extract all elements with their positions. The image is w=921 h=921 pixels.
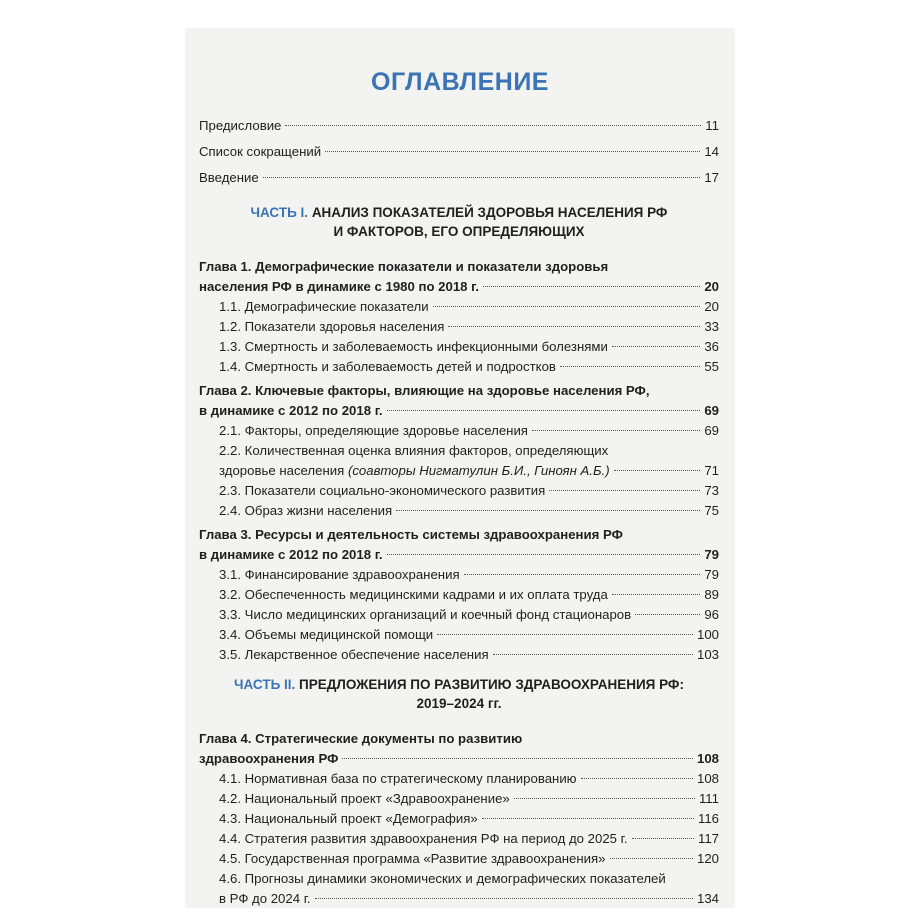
- chapter-1-title-line: Глава 1. Демографические показатели и показатели здоровья: [199, 259, 609, 274]
- dot-leader: [612, 594, 701, 595]
- part-title-line: ПРЕДЛОЖЕНИЯ ПО РАЗВИТИЮ ЗДРАВООХРАНЕНИЯ РФ:: [299, 677, 684, 692]
- entry-page: 111: [698, 791, 719, 806]
- dot-leader: [285, 125, 701, 126]
- toc-entry-4-6[interactable]: [199, 889, 719, 908]
- entry-label: 3.2. Обеспеченность медицинскими кадрами и их оплата труда: [219, 587, 608, 602]
- toc-entry-chapter-1[interactable]: [199, 277, 719, 297]
- section-2-2-title-line: 2.2. Количественная оценка влияния факторов, определяющих: [219, 443, 609, 458]
- page-title: ОГЛАВЛЕНИЕ: [371, 68, 549, 96]
- part-2-heading: [199, 675, 719, 713]
- section-4-6-title-line: 4.6. Прогнозы динамики экономических и демографических показателей: [219, 871, 666, 886]
- toc-entry-4-3[interactable]: [199, 809, 719, 829]
- entry-label: 3.5. Лекарственное обеспечение населения: [219, 647, 489, 662]
- entry-page: 17: [704, 170, 719, 185]
- entry-page: 69: [704, 403, 719, 418]
- toc-entry-preface[interactable]: [199, 113, 719, 139]
- dot-leader: [581, 778, 693, 779]
- entry-page: 69: [704, 423, 719, 438]
- entry-page: 120: [696, 851, 719, 866]
- chapter-4-title-line: Глава 4. Стратегические документы по развитию: [199, 731, 523, 746]
- entry-page: 55: [704, 359, 719, 374]
- table-of-contents: [199, 113, 719, 908]
- entry-label: Введение: [199, 170, 259, 185]
- entry-label: 4.2. Национальный проект «Здравоохранение»: [219, 791, 510, 806]
- entry-page: 73: [704, 483, 719, 498]
- entry-label: 4.4. Стратегия развития здравоохранения РФ на период до 2025 г.: [219, 831, 628, 846]
- entry-page: 20: [704, 279, 719, 294]
- dot-leader: [464, 574, 701, 575]
- chapter-2-title-line: Глава 2. Ключевые факторы, влияющие на здоровье населения РФ,: [199, 383, 650, 398]
- entry-label: 3.3. Число медицинских организаций и коечный фонд стационаров: [219, 607, 632, 622]
- toc-entry-2-2[interactable]: [199, 461, 719, 481]
- entry-label: 1.3. Смертность и заболеваемость инфекционными болезнями: [219, 339, 608, 354]
- entry-page: 71: [704, 463, 719, 478]
- dot-leader: [342, 758, 693, 759]
- entry-page: 117: [697, 831, 719, 846]
- entry-label: здравоохранения РФ: [199, 751, 339, 766]
- entry-label: Список сокращений: [199, 144, 322, 159]
- entry-page: 96: [704, 607, 719, 622]
- toc-entry-chapter-2[interactable]: [199, 401, 719, 421]
- dot-leader: [549, 490, 700, 491]
- dot-leader: [532, 430, 700, 431]
- entry-label: 2.4. Образ жизни населения: [219, 503, 393, 518]
- toc-entry-abbreviations[interactable]: [199, 139, 719, 165]
- dot-leader: [612, 346, 701, 347]
- entry-label: 1.4. Смертность и заболеваемость детей и подростков: [219, 359, 556, 374]
- dot-leader: [315, 898, 693, 899]
- dot-leader: [632, 838, 694, 839]
- toc-entry-introduction[interactable]: [199, 165, 719, 191]
- part-1-heading: [199, 203, 719, 241]
- entry-page: 79: [704, 567, 719, 582]
- entry-label: 3.1. Финансирование здравоохранения: [219, 567, 460, 582]
- entry-label-group: [219, 461, 610, 481]
- dot-leader: [482, 818, 694, 819]
- entry-page: 108: [696, 751, 719, 766]
- entry-label: в РФ до 2024 г.: [219, 891, 311, 906]
- entry-page: 14: [704, 144, 719, 159]
- toc-entry-chapter-4[interactable]: [199, 749, 719, 769]
- dot-leader: [387, 554, 701, 555]
- entry-page: 103: [696, 647, 719, 662]
- entry-label: 4.1. Нормативная база по стратегическому планированию: [219, 771, 577, 786]
- toc-entry-1-3[interactable]: [199, 337, 719, 357]
- entry-label: в динамике с 2012 по 2018 г.: [199, 547, 383, 562]
- part-label: ЧАСТЬ I.: [250, 205, 309, 220]
- toc-entry-3-5[interactable]: [199, 645, 719, 665]
- part-title-line: 2019–2024 гг.: [416, 696, 502, 711]
- part-title-line: АНАЛИЗ ПОКАЗАТЕЛЕЙ ЗДОРОВЬЯ НАСЕЛЕНИЯ РФ: [311, 205, 668, 220]
- toc-entry-1-1[interactable]: [199, 297, 719, 317]
- dot-leader: [483, 286, 700, 287]
- toc-entry-2-4[interactable]: [199, 501, 719, 521]
- entry-page: 100: [696, 627, 719, 642]
- toc-entry-2-3[interactable]: [199, 481, 719, 501]
- entry-page: 75: [704, 503, 719, 518]
- entry-label: Предисловие: [199, 118, 282, 133]
- toc-entry-2-1[interactable]: [199, 421, 719, 441]
- dot-leader: [437, 634, 693, 635]
- entry-label: 1.2. Показатели здоровья населения: [219, 319, 445, 334]
- dot-leader: [396, 510, 700, 511]
- dot-leader: [614, 470, 701, 471]
- entry-page: 11: [705, 118, 719, 133]
- entry-label: 2.3. Показатели социально-экономического развития: [219, 483, 546, 498]
- entry-page: 89: [704, 587, 719, 602]
- toc-entry-3-4[interactable]: [199, 625, 719, 645]
- entry-page: 79: [704, 547, 719, 562]
- dot-leader: [433, 306, 701, 307]
- entry-label: 4.3. Национальный проект «Демография»: [219, 811, 478, 826]
- entry-page: 33: [704, 319, 719, 334]
- entry-label: в динамике с 2012 по 2018 г.: [199, 403, 383, 418]
- chapter-3-title-line: Глава 3. Ресурсы и деятельность системы здравоохранения РФ: [199, 527, 623, 542]
- dot-leader: [560, 366, 700, 367]
- toc-entry-3-2[interactable]: [199, 585, 719, 605]
- entry-label: здоровье населения: [219, 463, 345, 478]
- dot-leader: [387, 410, 701, 411]
- entry-authors: (соавторы Нигматулин Б.И., Гиноян А.Б.): [347, 463, 610, 478]
- dot-leader: [635, 614, 700, 615]
- dot-leader: [325, 151, 700, 152]
- toc-entry-3-1[interactable]: [199, 565, 719, 585]
- entry-label: 4.5. Государственная программа «Развитие здравоохранения»: [219, 851, 606, 866]
- dot-leader: [448, 326, 700, 327]
- toc-entry-chapter-3[interactable]: [199, 545, 719, 565]
- entry-page: 36: [704, 339, 719, 354]
- entry-page: 108: [696, 771, 719, 786]
- entry-page: 20: [704, 299, 719, 314]
- book-page: [185, 28, 735, 908]
- part-label: ЧАСТЬ II.: [234, 677, 296, 692]
- entry-label: населения РФ в динамике с 1980 по 2018 г.: [199, 279, 480, 294]
- dot-leader: [610, 858, 693, 859]
- toc-entry-1-2[interactable]: [199, 317, 719, 337]
- dot-leader: [493, 654, 693, 655]
- toc-entry-4-2[interactable]: [199, 789, 719, 809]
- entry-label: 2.1. Факторы, определяющие здоровье населения: [219, 423, 528, 438]
- dot-leader: [514, 798, 695, 799]
- toc-entry-1-4[interactable]: [199, 357, 719, 377]
- toc-entry-4-4[interactable]: [199, 829, 719, 849]
- dot-leader: [263, 177, 701, 178]
- toc-entry-3-3[interactable]: [199, 605, 719, 625]
- toc-entry-4-1[interactable]: [199, 769, 719, 789]
- part-title-line: И ФАКТОРОВ, ЕГО ОПРЕДЕЛЯЮЩИХ: [333, 224, 585, 239]
- entry-label: 1.1. Демографические показатели: [219, 299, 429, 314]
- entry-page: 134: [696, 891, 719, 906]
- entry-page: 116: [697, 811, 719, 826]
- entry-label: 3.4. Объемы медицинской помощи: [219, 627, 434, 642]
- toc-entry-4-5[interactable]: [199, 849, 719, 869]
